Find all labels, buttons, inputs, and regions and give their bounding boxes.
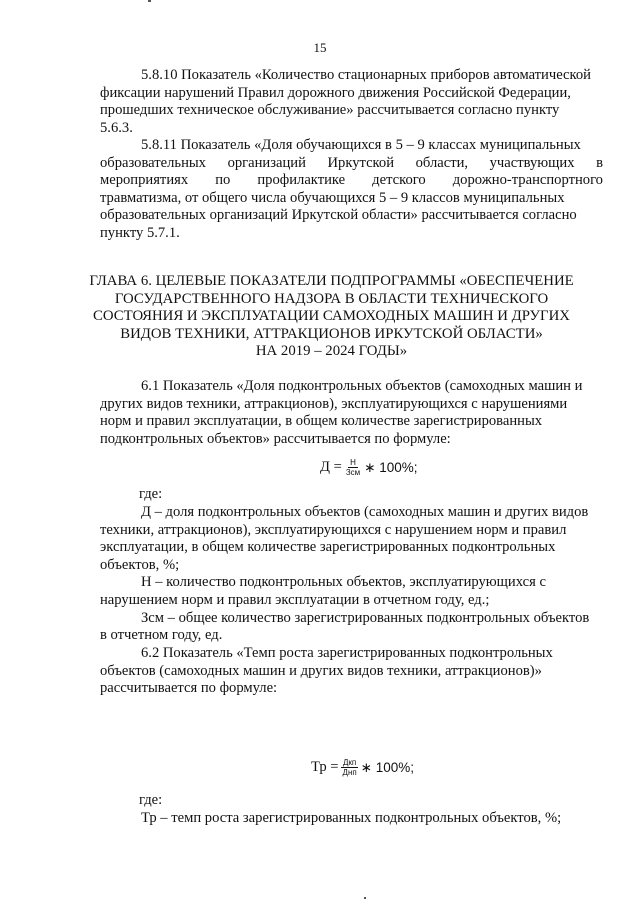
text-line: фиксации нарушений Правил дорожного движения Российской Федерации,	[100, 84, 571, 101]
scan-speck	[364, 897, 366, 899]
text-line: 6.1 Показатель «Доля подконтрольных объектов (самоходных машин и	[141, 378, 583, 394]
where-label	[139, 792, 239, 810]
text-line: рассчитывается по формуле:	[100, 680, 278, 697]
formula-fraction	[341, 758, 359, 777]
heading-line: СОСТОЯНИЯ И ЭКСПЛУАТАЦИИ САМОХОДНЫХ МАШИН И ДРУГИХ	[93, 308, 570, 325]
word: Иркутской	[327, 154, 395, 171]
chapter-heading	[60, 273, 603, 361]
word: образовательных	[100, 154, 206, 171]
where-label	[139, 486, 239, 504]
text-line: в отчетном году, ед.	[100, 627, 223, 644]
word: участвующих	[489, 154, 575, 171]
formula-numerator: Дкп	[343, 758, 357, 767]
text-line: Д – доля подконтрольных объектов (самоходных машин и других видов	[141, 504, 589, 520]
text-line: объектов (самоходных машин и других видов техники, аттракционов)»	[100, 662, 542, 679]
formula-denominator: Днп	[342, 768, 357, 777]
formula-lhs: Тр =	[311, 758, 339, 775]
paragraph-5-8-10	[100, 67, 603, 137]
formula-rhs: ∗ 100%;	[360, 759, 415, 775]
paragraph-6-1	[100, 378, 603, 448]
text-line: норм и правил эксплуатации, в общем количестве зарегистрированных	[100, 413, 543, 430]
text-line: 6.2 Показатель «Темп роста зарегистрированных подконтрольных	[141, 645, 553, 661]
word: дорожно-транспортного	[452, 172, 603, 189]
definitions-6-2	[100, 810, 603, 828]
text-line: нарушением норм и правил эксплуатации в отчетном году, ед.;	[100, 591, 490, 608]
text-line-justified	[100, 155, 603, 173]
text-line: прошедших техническое обслуживание» рассчитывается согласно пункту	[100, 102, 560, 119]
word: в	[596, 154, 603, 171]
text-line: Зсм – общее количество зарегистрированных подконтрольных объектов	[141, 609, 590, 626]
text-line: где:	[139, 486, 163, 502]
formula-numerator: Н	[350, 458, 356, 467]
text-line: Н – количество подконтрольных объектов, эксплуатирующихся с	[141, 574, 546, 591]
formula-lhs: Д =	[320, 458, 342, 475]
text-line: травматизма, от общего числа обучающихся 5 – 9 классов муниципальных	[100, 189, 565, 206]
text-line: 5.6.3.	[100, 119, 133, 136]
word: детского	[372, 172, 426, 189]
heading-line: ГОСУДАРСТВЕННОГО НАДЗОРА В ОБЛАСТИ ТЕХНИЧЕСКОГО	[114, 290, 549, 307]
text-line: техники, аттракционов), эксплуатирующихся с нарушением норм и правил	[100, 521, 567, 538]
page-number: 15	[313, 40, 327, 55]
formula-rhs: ∗ 100%;	[364, 459, 418, 475]
word: по	[215, 172, 231, 189]
heading-line: ГЛАВА 6. ЦЕЛЕВЫЕ ПОКАЗАТЕЛИ ПОДПРОГРАММЫ «ОБЕСПЕЧЕНИЕ	[89, 273, 574, 289]
text-line: образовательных организаций Иркутской области» рассчитывается согласно	[100, 207, 577, 224]
text-line: пункту 5.7.1.	[100, 224, 180, 241]
text-line: Тр – темп роста зарегистрированных подконтрольных объектов, %;	[141, 810, 562, 826]
definitions-6-1	[100, 504, 603, 645]
paragraph-6-2	[100, 645, 603, 698]
formula-share	[320, 458, 418, 477]
formula-growth-rate	[311, 758, 414, 777]
text-line: где:	[139, 792, 163, 808]
formula-fraction	[344, 458, 362, 477]
paragraph-5-8-11	[100, 137, 603, 243]
text-line-justified	[100, 172, 603, 190]
heading-line: ВИДОВ ТЕХНИКИ, АТТРАКЦИОНОВ ИРКУТСКОЙ ОБЛАСТИ»	[120, 325, 543, 342]
text-line: других видов техники, аттракционов), эксплуатирующихся с нарушениями	[100, 395, 568, 412]
text-line: объектов, %;	[100, 556, 180, 573]
scan-speck	[148, 0, 151, 2]
text-line: 5.8.10 Показатель «Количество стационарных приборов автоматической	[141, 67, 591, 83]
formula-denominator: Зсм	[345, 468, 361, 477]
word: мероприятиях	[100, 172, 189, 189]
text-line: подконтрольных объектов» рассчитывается по формуле:	[100, 430, 451, 447]
heading-line: НА 2019 – 2024 ГОДЫ»	[255, 343, 408, 360]
word: области,	[415, 154, 469, 171]
text-line: 5.8.11 Показатель «Доля обучающихся в 5 – 9 классах муниципальных	[141, 137, 581, 153]
word: профилактике	[257, 172, 346, 189]
word: организаций	[227, 154, 306, 171]
text-line: эксплуатации, в общем количестве зарегистрированных подконтрольных	[100, 539, 556, 556]
